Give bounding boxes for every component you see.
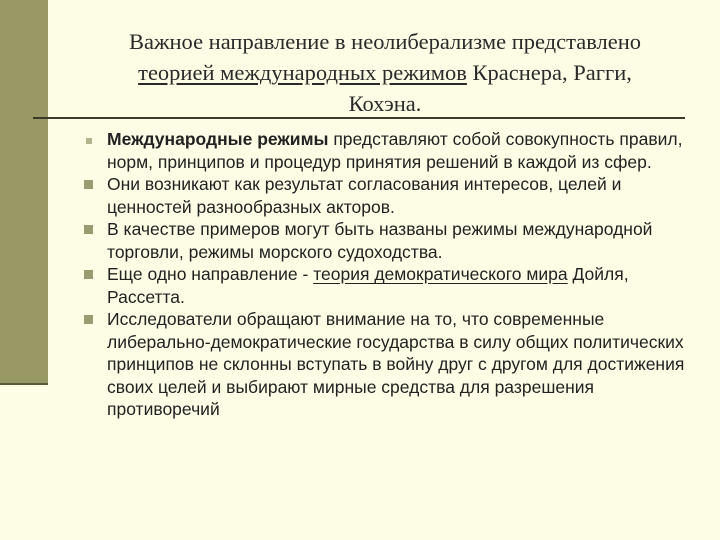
list-item-text: Еще одно направление - <box>107 264 314 284</box>
list-item-text: Исследователи обращают внимание на то, что современные либерально-демократические государства в силу общих политических принципов не склонны вступать в войну друг с другом для достижения своих целей и выбирают мирные средства для разрешения противоречий <box>107 309 685 419</box>
title-line-3: Кохэна. <box>348 91 422 116</box>
title-underlined-term: теорией международных режимов <box>138 60 467 85</box>
bold-term: Международные режимы <box>107 129 329 149</box>
square-bullet-icon <box>84 315 93 324</box>
square-bullet-icon <box>86 138 92 144</box>
title-line-2-rest: Краснера, Рагги, <box>466 60 632 85</box>
list-item-text: представляют собой совокупность правил, норм, принципов и процедур принятия решений в каждой из сфер. <box>107 129 683 172</box>
square-bullet-icon <box>84 225 93 234</box>
decorative-side-bar <box>0 0 48 383</box>
decorative-side-bar-edge <box>0 383 48 385</box>
slide-title <box>90 26 680 119</box>
square-bullet-icon <box>84 180 93 189</box>
list-item-text: Они возникают как результат согласования интересов, целей и ценностей разнообразных акторов. <box>107 174 622 217</box>
list-item <box>82 128 692 173</box>
list-item <box>82 218 692 263</box>
bullet-list <box>82 128 692 421</box>
title-line-1: Важное направление в неолиберализме представлено <box>128 29 642 54</box>
list-item-text: В качестве примеров могут быть названы режимы международной торговли, режимы морского судоходства. <box>107 219 653 262</box>
title-divider <box>33 117 685 119</box>
underlined-term: теория демократического мира <box>313 264 568 284</box>
square-bullet-icon <box>84 270 93 279</box>
list-item <box>82 308 692 421</box>
list-item <box>82 173 692 218</box>
list-item-text: Дойля, Рассетта. <box>107 264 629 307</box>
list-item <box>82 263 692 308</box>
